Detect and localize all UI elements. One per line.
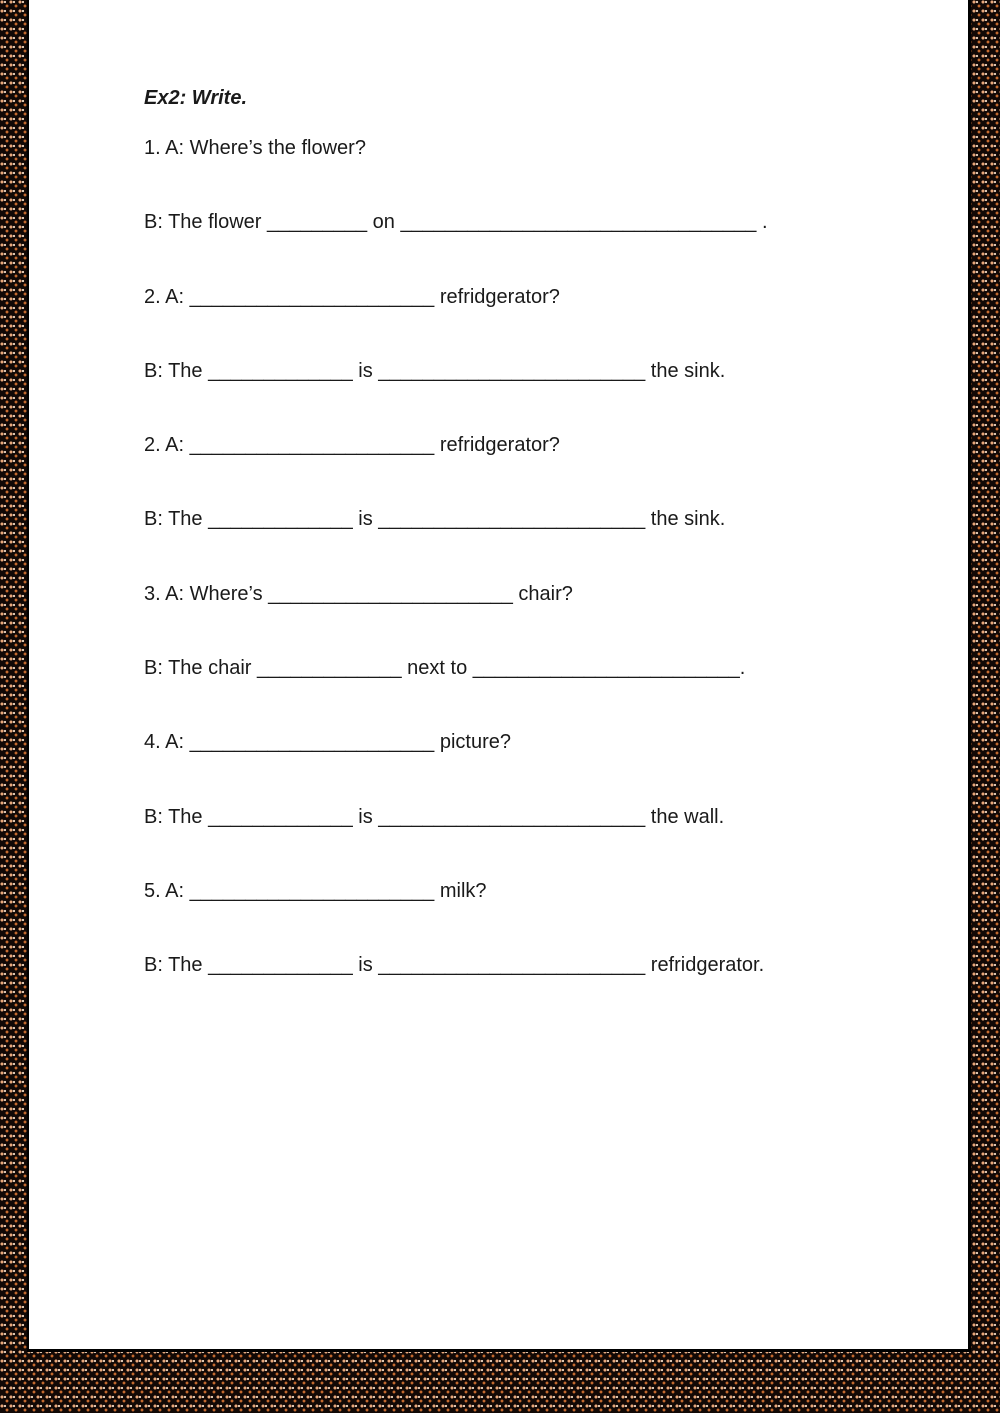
- question-2-a: 2. A: ______________________ refridgerator?: [144, 285, 560, 308]
- answer-2-b-repeat: B: The _____________ is ________________________ the sink.: [144, 508, 726, 531]
- worksheet-content: [144, 84, 928, 1026]
- answer-2-b: B: The _____________ is ________________________ the sink.: [144, 359, 726, 382]
- answer-1-b: B: The flower _________ on ________________________________ .: [144, 211, 768, 234]
- exercise-title: Ex2: Write.: [144, 87, 247, 109]
- answer-4-b: B: The _____________ is ________________________ the wall.: [144, 805, 725, 828]
- worksheet-page: [27, 0, 971, 1352]
- question-5-a: 5. A: ______________________ milk?: [144, 879, 487, 902]
- answer-3-b: B: The chair _____________ next to ________________________.: [144, 657, 746, 680]
- question-2-a-repeat: 2. A: ______________________ refridgerator?: [144, 434, 560, 457]
- question-1-a: 1. A: Where’s the flower?: [144, 137, 366, 159]
- answer-5-b: B: The _____________ is ________________________ refridgerator.: [144, 954, 765, 977]
- question-3-a: 3. A: Where’s ______________________ chair?: [144, 582, 573, 605]
- question-4-a: 4. A: ______________________ picture?: [144, 731, 512, 754]
